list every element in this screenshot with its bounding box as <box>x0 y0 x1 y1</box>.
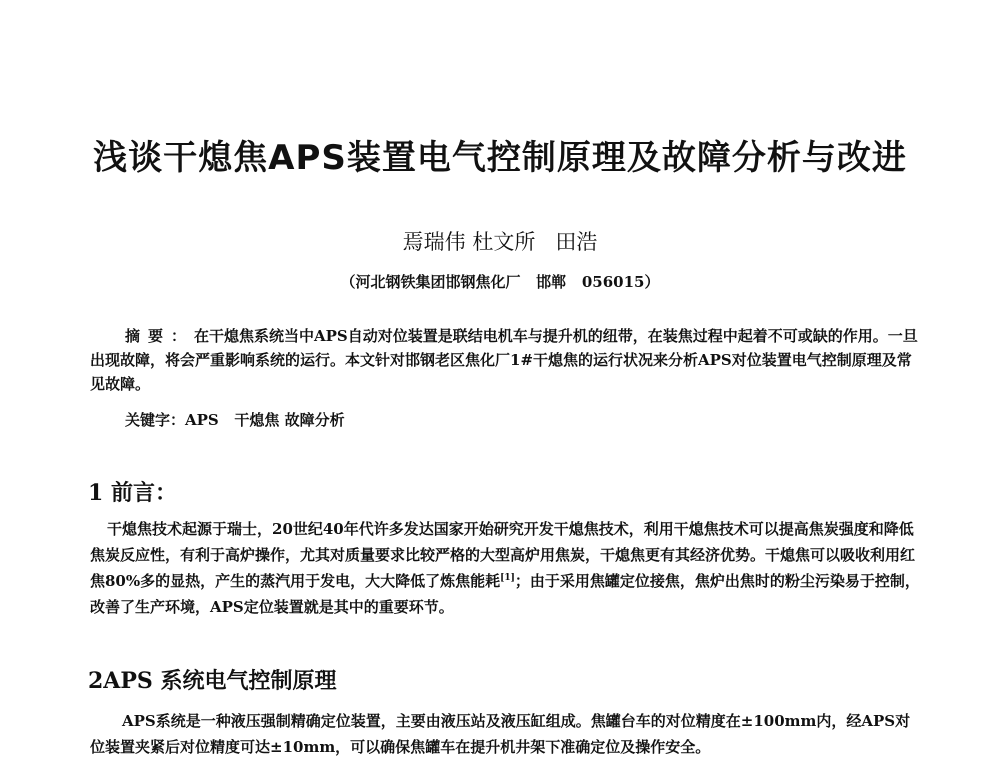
keywords <box>125 408 925 432</box>
author-list: 焉瑞伟 杜文所 田浩 <box>402 230 598 254</box>
keywords-label: 关键字： <box>125 411 186 429</box>
intro-text-part1: 干熄焦技术起源于瑞士，20世纪40年代许多发达国家开始研究开发干熄焦技术，利用干熄焦技术可以提高焦炭强度和降低焦炭反应性，有利于高炉操作，尤其对质量要求比较严格的大型高炉用焦炭，干熄焦更有其经济优势。干熄焦可以吸收利用红焦80%多的显热，产生的蒸汽用于发电，大大降低了炼焦能耗 <box>90 520 916 590</box>
abstract-label: 摘要： <box>125 327 195 345</box>
section-body-aps: APS系统是一种液压强制精确定位装置，主要由液压站及液压缸组成。焦罐台车的对位精度在±100mm内，经APS对位装置夹紧后对位精度可达±10mm，可以确保焦罐车在提升机井架下准确定位及操作安全。 <box>90 712 911 756</box>
section-heading-intro: 1 前言： <box>88 480 177 506</box>
abstract <box>90 324 920 396</box>
section-heading-aps: 2APS 系统电气控制原理 <box>88 668 337 694</box>
abstract-text: 在干熄焦系统当中APS自动对位装置是联结电机车与提升机的纽带，在装焦过程中起着不可或缺的作用。一旦出现故障，将会严重影响系统的运行。本文针对邯钢老区焦化厂1#干熄焦的运行状况来分析APS对位装置电气控制原理及常见故障。 <box>90 327 918 393</box>
citation-marker: [1] <box>500 573 515 583</box>
intro-text-part2: ；由于采用焦罐定位接焦，焦炉出焦时的粉尘污染易于控制，改善了生产环境，APS定位装置就是其中的重要环节。 <box>90 572 920 616</box>
affiliation: （河北钢铁集团邯钢焦化厂 邯郸 056015） <box>340 273 660 291</box>
section-body-intro <box>90 516 920 620</box>
keywords-text: APS 干熄焦 故障分析 <box>185 411 345 429</box>
paper-title: 浅谈干熄焦APS装置电气控制原理及故障分析与改进 <box>93 138 907 178</box>
